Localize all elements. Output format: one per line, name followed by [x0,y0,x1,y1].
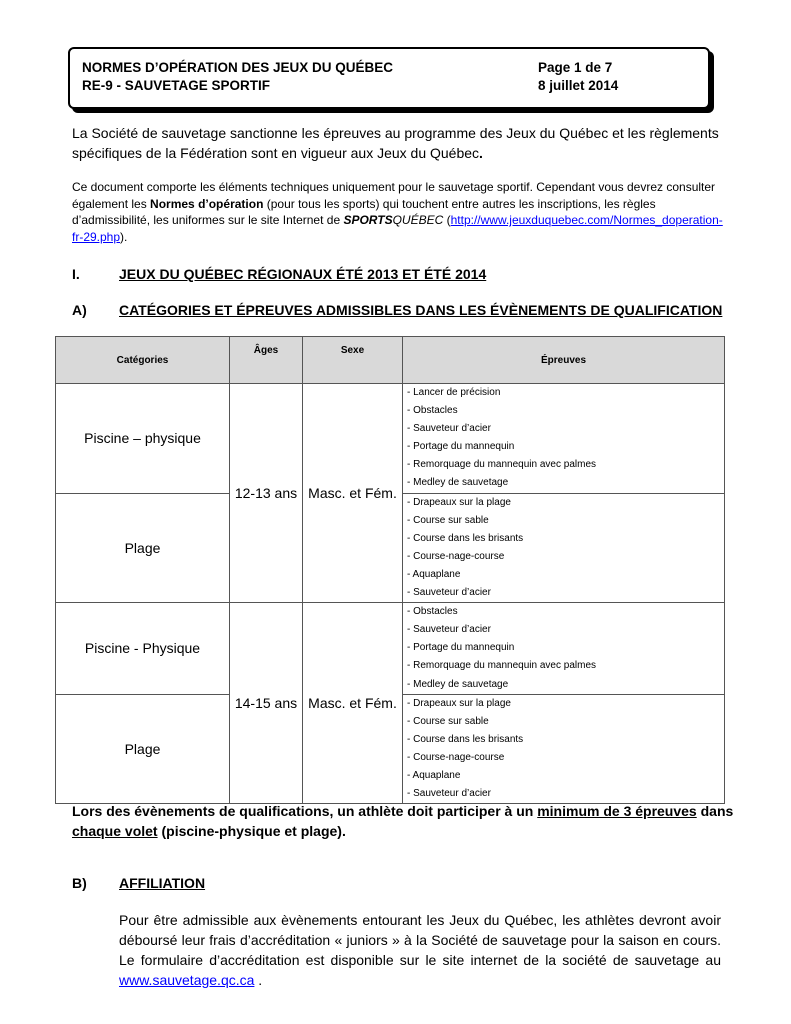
intro-text-1-end: . [479,145,483,161]
document-header [68,47,710,109]
intro-text-2b: (pour tous les sports) qui touchent entre autres les inscriptions, les règles d’admissibilité, les uniformes sur le site Internet de [72,196,656,227]
rule-minimum-events: minimum de 3 épreuves [537,803,697,819]
events-cell [403,603,725,694]
header-subtitle: RE-9 - SAUVETAGE SPORTIF [82,78,271,93]
section-b-title: AFFILIATION [119,875,206,891]
header-title: NORMES D’OPÉRATION DES JEUX DU QUÉBEC [82,60,394,75]
event-item: - Aquaplane [407,769,461,781]
affiliation-end: . [254,972,263,988]
event-item: - Course sur sable [407,514,489,526]
section-1-number: I. [72,266,80,282]
header-epreuves: Épreuves [403,337,725,384]
event-item: - Sauveteur d’acier [407,624,491,636]
sauvetage-website-link[interactable]: www.sauvetage.qc.ca [119,972,255,988]
event-item: - Obstacles [407,405,458,417]
normes-operation-link[interactable]: http://www.jeuxduquebec.com/Normes_doperation-fr-29.php [72,213,723,244]
event-item: - Drapeaux sur la plage [407,496,511,508]
rule-text-c: (piscine-physique et plage). [157,823,346,839]
table-header-row [56,337,725,384]
event-item: - Course dans les brisants [407,532,524,544]
intro-paragraph-2 [72,179,732,245]
age-cell: 12-13 ans [230,384,303,603]
table-row [56,603,725,694]
event-item: - Lancer de précision [407,387,501,398]
table-row [56,384,725,494]
affiliation-text: Pour être admissible aux èvènements entourant les Jeux du Québec, les athlètes devront avoir déboursé leur frais d’accréditation « juniors » à la Société de sauvetage pour la saison en cours. Le formulaire d’accréditation est disponible sur le site internet de la société de sauvetage au [119,912,721,968]
event-item: - Course-nage-course [407,751,505,763]
event-item: - Course dans les brisants [407,733,524,745]
age-cell: 14-15 ans [230,603,303,804]
affiliation-paragraph [119,910,721,990]
event-item: - Obstacles [407,606,458,618]
normes-operation-bold: Normes d’opération [150,196,264,211]
event-item: - Sauveteur d’acier [407,423,491,435]
event-item: - Remorquage du mannequin avec palmes [407,660,596,672]
section-1-title: JEUX DU QUÉBEC RÉGIONAUX ÉTÉ 2013 ET ÉTÉ 2014 [119,266,487,282]
header-date: 8 juillet 2014 [538,78,619,93]
rule-text-b: dans [696,803,734,819]
section-a-title: CATÉGORIES ET ÉPREUVES ADMISSIBLES DANS LES ÉVÈNEMENTS DE QUALIFICATION [119,302,723,318]
intro-text-1: La Société de sauvetage sanctionne les épreuves au programme des Jeux du Québec et les règlements spécifiques de la Fédération sont en vigueur aux Jeux du Québec [72,125,719,161]
event-item: - Remorquage du mannequin avec palmes [407,459,596,471]
intro-paragraph-1 [72,123,732,163]
category-cell: Piscine - Physique [56,603,230,694]
sportsquebec-brand-rest: QUÉBEC [392,213,444,227]
event-item: - Aquaplane [407,568,461,580]
sexe-cell: Masc. et Fém. [303,603,403,804]
intro-text-2c: ( [443,213,451,227]
event-item: - Medley de sauvetage [407,678,509,690]
events-table [55,336,725,804]
event-item: - Course sur sable [407,715,489,727]
category-cell: Plage [56,694,230,804]
header-categories: Catégories [56,337,230,384]
category-cell: Plage [56,493,230,603]
sexe-cell: Masc. et Fém. [303,384,403,603]
category-cell: Piscine – physique [56,384,230,494]
events-cell [403,493,725,603]
sportsquebec-brand-bold: SPORTS [343,213,393,227]
header-sexe: Sexe [303,337,403,384]
rule-text-a: Lors des évènements de qualifications, un athlète doit participer à un [72,803,538,819]
events-cell [403,384,725,494]
section-b-number: B) [72,875,87,891]
intro-text-2d: ). [120,229,128,244]
event-item: - Sauveteur d’acier [407,788,491,800]
event-item: - Course-nage-course [407,550,505,562]
header-page-number: Page 1 de 7 [538,60,613,75]
event-item: - Portage du mannequin [407,441,515,453]
intro-text-2a: Ce document comporte les éléments techniques uniquement pour le sauvetage sportif. Cependant vous devrez consulter également les [72,180,716,211]
event-item: - Drapeaux sur la plage [407,697,511,709]
event-item: - Medley de sauvetage [407,477,509,489]
events-cell [403,694,725,804]
header-ages: Âges [230,337,303,384]
event-item: - Sauveteur d’acier [407,587,491,599]
event-item: - Portage du mannequin [407,642,515,654]
qualification-rule [72,801,737,841]
rule-each-section: chaque volet [72,823,158,839]
section-a-number: A) [72,302,87,318]
